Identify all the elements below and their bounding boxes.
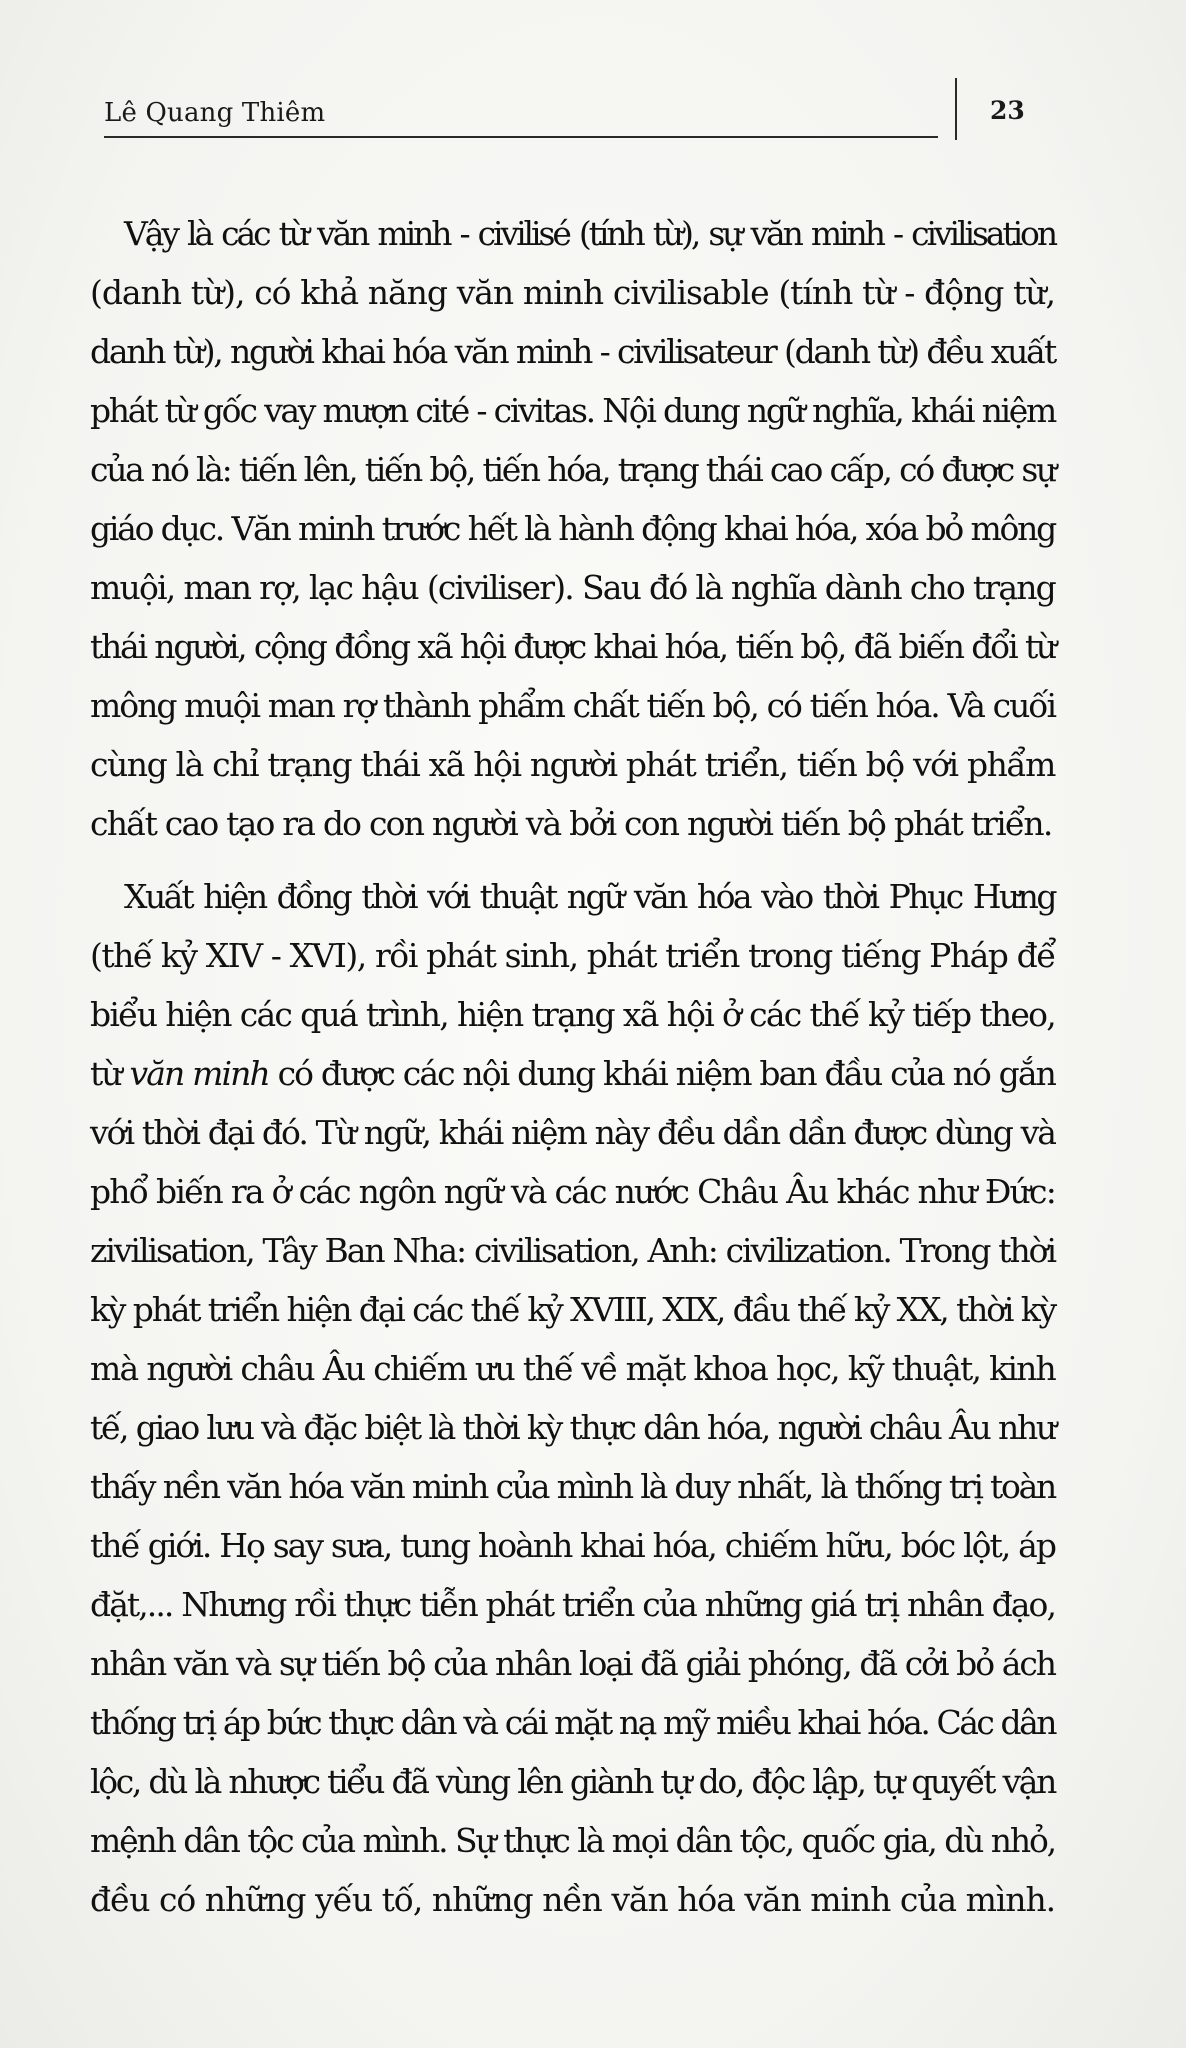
text-line: thái người, cộng đồng xã hội được khai hóa, tiến bộ, đã biến đổi từ xyxy=(90,627,1055,666)
header-divider xyxy=(955,78,957,140)
text-line-with-italic xyxy=(90,1044,1055,1103)
paragraph-1 xyxy=(90,204,1055,853)
text-line: mà người châu Âu chiếm ưu thế về mặt khoa học, kỹ thuật, kinh xyxy=(90,1349,1055,1388)
text-line: đều có những yếu tố, những nền văn hóa văn minh của mình. xyxy=(90,1880,1055,1919)
text-line: (danh từ), có khả năng văn minh civilisable (tính từ - động từ, xyxy=(90,273,1055,312)
text-line: zivilisation, Tây Ban Nha: civilisation, Anh: civilization. Trong thời xyxy=(90,1231,1055,1270)
text-line: muội, man rợ, lạc hậu (civiliser). Sau đó là nghĩa dành cho trạng xyxy=(90,568,1055,607)
text-line: mông muội man rợ thành phẩm chất tiến bộ, có tiến hóa. Và cuối xyxy=(90,686,1055,725)
text-line: thế giới. Họ say sưa, tung hoành khai hóa, chiếm hữu, bóc lột, áp xyxy=(90,1526,1055,1565)
text-line: Xuất hiện đồng thời với thuật ngữ văn hóa vào thời Phục Hưng xyxy=(124,877,1055,916)
text-line: thống trị áp bức thực dân và cái mặt nạ mỹ miều khai hóa. Các dân xyxy=(90,1703,1055,1742)
text-line: nhân văn và sự tiến bộ của nhân loại đã giải phóng, đã cởi bỏ ách xyxy=(90,1644,1055,1683)
text-line: đặt,... Nhưng rồi thực tiễn phát triển của những giá trị nhân đạo, xyxy=(90,1585,1055,1624)
text-line: thấy nền văn hóa văn minh của mình là duy nhất, là thống trị toàn xyxy=(90,1467,1055,1506)
italic-term: văn minh xyxy=(129,1054,269,1093)
text-line: với thời đại đó. Từ ngữ, khái niệm này đều dần dần được dùng và xyxy=(90,1113,1055,1152)
text-line: của nó là: tiến lên, tiến bộ, tiến hóa, trạng thái cao cấp, có được sự xyxy=(90,450,1055,489)
text-line: mệnh dân tộc của mình. Sự thực là mọi dân tộc, quốc gia, dù nhỏ, xyxy=(90,1821,1055,1860)
text-fragment: từ xyxy=(90,1054,130,1093)
text-fragment: có được các nội dung khái niệm ban đầu của nó gắn xyxy=(268,1054,1055,1093)
text-line: biểu hiện các quá trình, hiện trạng xã hội ở các thế kỷ tiếp theo, xyxy=(90,995,1055,1034)
text-line: phát từ gốc vay mượn cité - civitas. Nội dung ngữ nghĩa, khái niệm xyxy=(90,391,1055,430)
text-line: (thế kỷ XIV - XVI), rồi phát sinh, phát triển trong tiếng Pháp để xyxy=(90,936,1055,975)
text-line: Vậy là các từ văn minh - civilisé (tính từ), sự văn minh - civilisation xyxy=(124,214,1055,253)
paragraph-gap xyxy=(90,853,1055,867)
header-rule xyxy=(104,136,938,138)
text-line: lộc, dù là nhược tiểu đã vùng lên giành tự do, độc lập, tự quyết vận xyxy=(90,1762,1055,1801)
text-line: kỳ phát triển hiện đại các thế kỷ XVIII, XIX, đầu thế kỷ XX, thời kỳ xyxy=(90,1290,1055,1329)
body-text xyxy=(90,204,1055,1929)
text-line: danh từ), người khai hóa văn minh - civilisateur (danh từ) đều xuất xyxy=(90,332,1055,371)
running-header-author: Lê Quang Thiêm xyxy=(104,98,326,128)
running-header xyxy=(104,92,938,142)
text-line: chất cao tạo ra do con người và bởi con người tiến bộ phát triển. xyxy=(90,804,1052,843)
text-line: cùng là chỉ trạng thái xã hội người phát triển, tiến bộ với phẩm xyxy=(90,745,1055,784)
text-line: tế, giao lưu và đặc biệt là thời kỳ thực dân hóa, người châu Âu như xyxy=(90,1408,1055,1447)
text-line: phổ biến ra ở các ngôn ngữ và các nước Châu Âu khác như Đức: xyxy=(90,1172,1055,1211)
text-line: giáo dục. Văn minh trước hết là hành động khai hóa, xóa bỏ mông xyxy=(90,509,1055,548)
page-number: 23 xyxy=(990,96,1025,125)
paragraph-2 xyxy=(90,867,1055,1929)
